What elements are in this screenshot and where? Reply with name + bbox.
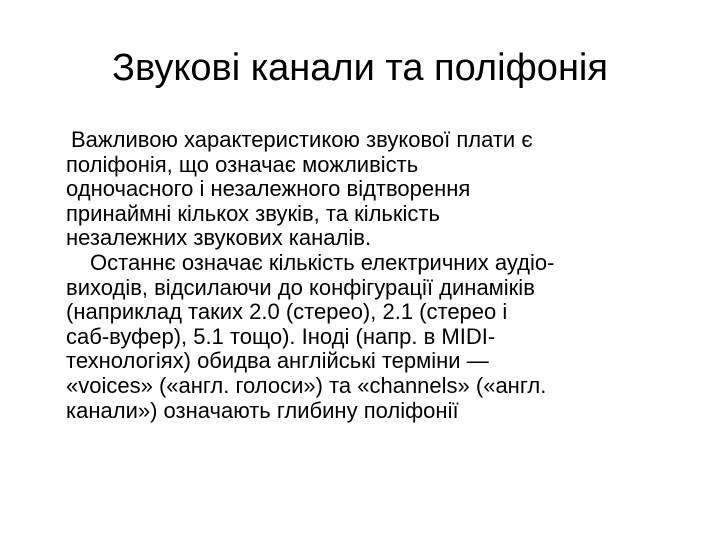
text-line: принаймні кількох звуків, та кількість <box>66 200 440 226</box>
text-line: «voices» («англ. голоси») та «channels» («англ. <box>66 372 547 398</box>
text-line: (наприклад таких 2.0 (стерео), 2.1 (стерео і <box>66 299 508 325</box>
paragraph-polyphony <box>66 128 702 251</box>
text-line: незалежних звукових каналів. <box>66 225 372 251</box>
paragraph-channels <box>66 251 702 423</box>
text-line: Важливою характеристикою звукової плати є <box>71 127 533 152</box>
text-line: виходів, відсилаючи до конфігурації динаміків <box>66 274 535 300</box>
text-line: саб-вуфер), 5.1 тощо). Іноді (напр. в MIDI- <box>66 323 496 349</box>
slide-title: Звукові канали та поліфонія <box>112 47 608 89</box>
text-line: Останнє означає кількість електричних аудіо- <box>90 249 555 275</box>
text-line: поліфонія, що означає можливість <box>66 151 419 177</box>
slide-body <box>66 128 702 423</box>
text-line: технологіях) обидва англійські терміни — <box>66 348 489 374</box>
text-line: канали») означають глибину поліфонії <box>66 397 459 423</box>
text-line: одночасного і незалежного відтворення <box>66 176 471 202</box>
